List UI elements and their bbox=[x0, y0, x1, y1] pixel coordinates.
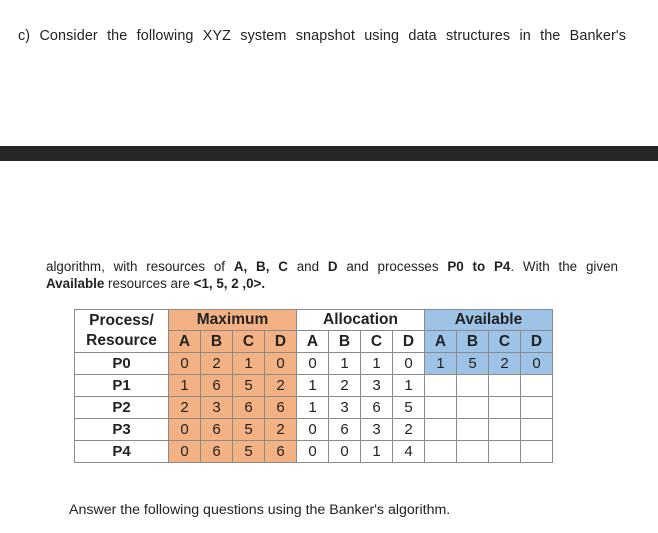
allocation-cell: 0 bbox=[297, 441, 329, 463]
maximum-cell: 5 bbox=[233, 419, 265, 441]
allocation-cell: 2 bbox=[393, 419, 425, 441]
allocation-cell: 3 bbox=[329, 397, 361, 419]
question-intro: c) Consider the following XYZ system snapshot using data structures in the Banker's bbox=[18, 28, 626, 44]
maximum-cell: 2 bbox=[169, 397, 201, 419]
question-paragraph bbox=[46, 258, 618, 292]
available-cell bbox=[425, 441, 457, 463]
available-cell bbox=[489, 419, 521, 441]
available-col-a: A bbox=[425, 331, 457, 353]
allocation-cell: 1 bbox=[393, 375, 425, 397]
available-cell bbox=[457, 441, 489, 463]
maximum-cell: 6 bbox=[265, 441, 297, 463]
available-cell bbox=[457, 375, 489, 397]
available-cell: 5 bbox=[457, 353, 489, 375]
allocation-cell: 5 bbox=[393, 397, 425, 419]
maximum-cell: 1 bbox=[169, 375, 201, 397]
process-label: P3 bbox=[75, 419, 169, 441]
available-cell bbox=[489, 397, 521, 419]
allocation-header: Allocation bbox=[297, 310, 425, 331]
available-cell bbox=[489, 441, 521, 463]
allocation-col-b: B bbox=[329, 331, 361, 353]
table-row bbox=[75, 441, 553, 463]
process-label: P0 bbox=[75, 353, 169, 375]
maximum-col-d: D bbox=[265, 331, 297, 353]
allocation-cell: 1 bbox=[361, 353, 393, 375]
allocation-cell: 1 bbox=[297, 375, 329, 397]
allocation-cell: 0 bbox=[297, 353, 329, 375]
allocation-cell: 3 bbox=[361, 375, 393, 397]
maximum-cell: 6 bbox=[201, 419, 233, 441]
allocation-cell: 0 bbox=[329, 441, 361, 463]
available-cell bbox=[489, 375, 521, 397]
allocation-cell: 6 bbox=[329, 419, 361, 441]
footer-instruction: Answer the following questions using the Banker's algorithm. bbox=[69, 502, 451, 518]
maximum-cell: 6 bbox=[265, 397, 297, 419]
allocation-col-a: A bbox=[297, 331, 329, 353]
maximum-col-c: C bbox=[233, 331, 265, 353]
maximum-cell: 0 bbox=[265, 353, 297, 375]
available-cell bbox=[521, 441, 553, 463]
available-cell bbox=[425, 397, 457, 419]
allocation-cell: 1 bbox=[329, 353, 361, 375]
available-col-d: D bbox=[521, 331, 553, 353]
maximum-cell: 2 bbox=[265, 375, 297, 397]
maximum-cell: 2 bbox=[201, 353, 233, 375]
available-cell: 1 bbox=[425, 353, 457, 375]
available-cell bbox=[521, 375, 553, 397]
available-cell: 0 bbox=[521, 353, 553, 375]
table-body bbox=[75, 353, 553, 463]
dark-divider-bar bbox=[0, 146, 658, 161]
available-cell bbox=[521, 397, 553, 419]
allocation-cell: 6 bbox=[361, 397, 393, 419]
available-col-b: B bbox=[457, 331, 489, 353]
available-cell bbox=[457, 419, 489, 441]
allocation-cell: 0 bbox=[297, 419, 329, 441]
allocation-cell: 1 bbox=[361, 441, 393, 463]
allocation-cell: 1 bbox=[297, 397, 329, 419]
allocation-col-c: C bbox=[361, 331, 393, 353]
process-label: P2 bbox=[75, 397, 169, 419]
available-cell: 2 bbox=[489, 353, 521, 375]
maximum-cell: 0 bbox=[169, 353, 201, 375]
table-row bbox=[75, 353, 553, 375]
maximum-col-b: B bbox=[201, 331, 233, 353]
process-resource-header: Process/ Resource bbox=[75, 310, 169, 353]
table-header-row bbox=[75, 310, 553, 331]
allocation-col-d: D bbox=[393, 331, 425, 353]
maximum-cell: 5 bbox=[233, 441, 265, 463]
maximum-cell: 1 bbox=[233, 353, 265, 375]
allocation-cell: 3 bbox=[361, 419, 393, 441]
paragraph-line-1: algorithm, with resources of A, B, C and D and processes P0 to P4. With the given bbox=[46, 259, 618, 274]
maximum-cell: 6 bbox=[233, 397, 265, 419]
table-row bbox=[75, 375, 553, 397]
maximum-cell: 3 bbox=[201, 397, 233, 419]
maximum-cell: 6 bbox=[201, 375, 233, 397]
allocation-cell: 4 bbox=[393, 441, 425, 463]
paragraph-line-2: Available resources are <1, 5, 2 ,0>. bbox=[46, 276, 266, 291]
maximum-cell: 6 bbox=[201, 441, 233, 463]
table-row bbox=[75, 419, 553, 441]
maximum-cell: 2 bbox=[265, 419, 297, 441]
available-header: Available bbox=[425, 310, 553, 331]
maximum-cell: 0 bbox=[169, 419, 201, 441]
allocation-cell: 0 bbox=[393, 353, 425, 375]
maximum-header: Maximum bbox=[169, 310, 297, 331]
table-row bbox=[75, 397, 553, 419]
maximum-cell: 0 bbox=[169, 441, 201, 463]
maximum-cell: 5 bbox=[233, 375, 265, 397]
available-col-c: C bbox=[489, 331, 521, 353]
allocation-cell: 2 bbox=[329, 375, 361, 397]
available-cell bbox=[425, 419, 457, 441]
available-cell bbox=[457, 397, 489, 419]
available-cell bbox=[425, 375, 457, 397]
available-cell bbox=[521, 419, 553, 441]
maximum-col-a: A bbox=[169, 331, 201, 353]
process-label: P4 bbox=[75, 441, 169, 463]
process-label: P1 bbox=[75, 375, 169, 397]
bankers-table bbox=[74, 309, 553, 463]
